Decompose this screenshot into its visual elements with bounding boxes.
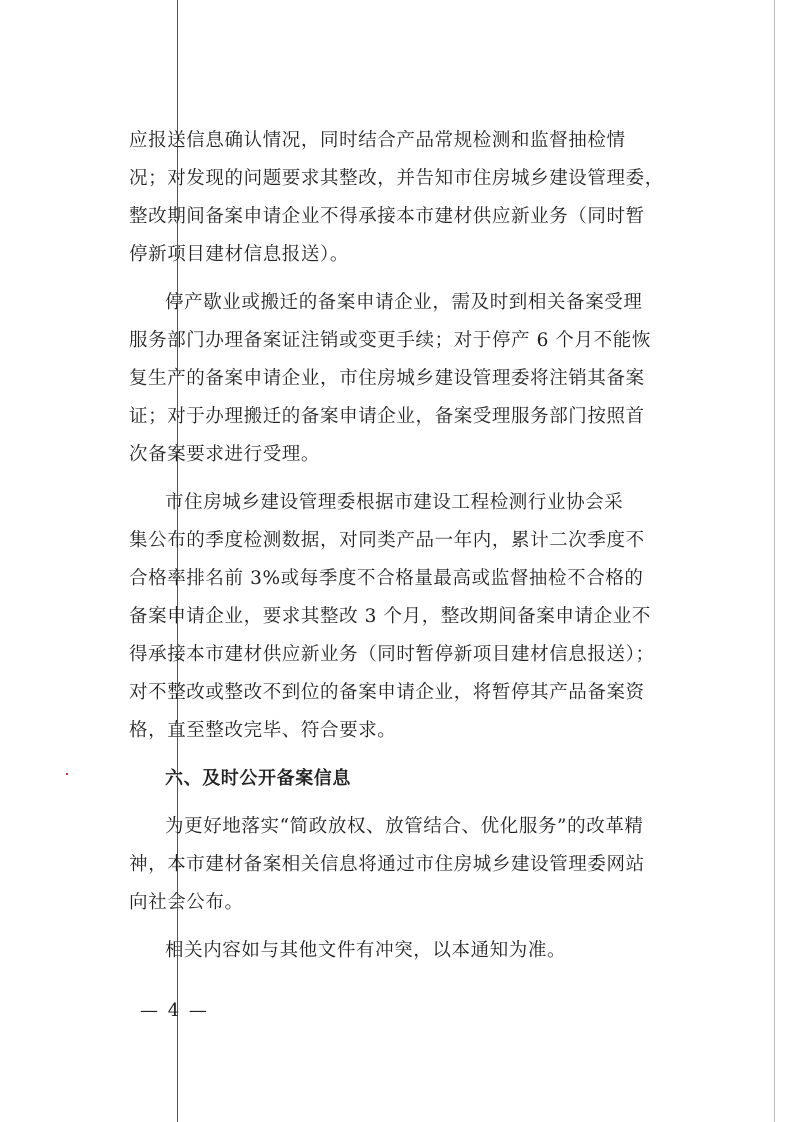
text-line: 停产歇业或搬迁的备案申请企业，需及时到相关备案受理 xyxy=(165,292,643,313)
text-line: 复生产的备案申请企业，市住房城乡建设管理委将注销其备案 xyxy=(129,368,645,389)
scan-edge-line xyxy=(774,0,775,1122)
paragraph-2 xyxy=(129,284,669,474)
scan-speck xyxy=(66,773,68,775)
text-line: 格，直至整改完毕、符合要求。 xyxy=(129,720,397,741)
text-line: 服务部门办理备案证注销或变更手续；对于停产 6 个月不能恢 xyxy=(129,330,651,351)
text-line: 集公布的季度检测数据，对同类产品一年内，累计二次季度不 xyxy=(129,530,645,551)
paragraph-5 xyxy=(129,932,669,970)
text-line: 向社会公布。 xyxy=(129,892,244,913)
text-line: 相关内容如与其他文件有冲突，以本通知为准。 xyxy=(165,940,567,961)
text-line: 证；对于办理搬迁的备案申请企业，备案受理服务部门按照首 xyxy=(129,406,645,427)
text-line: 得承接本市建材供应新业务（同时暂停新项目建材信息报送）； xyxy=(129,644,655,665)
section-heading: 六、及时公开备案信息 xyxy=(165,768,351,789)
text-line: 神，本市建材备案相关信息将通过市住房城乡建设管理委网站 xyxy=(129,854,645,875)
text-line: 市住房城乡建设管理委根据市建设工程检测行业协会采 xyxy=(165,492,624,513)
text-line: 况；对发现的问题要求其整改，并告知市住房城乡建设管理委， xyxy=(129,168,664,189)
text-line: 整改期间备案申请企业不得承接本市建材供应新业务（同时暂 xyxy=(129,206,645,227)
text-line: 对不整改或整改不到位的备案申请企业，将暂停其产品备案资 xyxy=(129,682,645,703)
paragraph-3 xyxy=(129,484,669,750)
text-line: 备案申请企业，要求其整改 3 个月，整改期间备案申请企业不 xyxy=(129,606,651,627)
document-body xyxy=(129,122,669,980)
page-number: — 4 — xyxy=(140,1000,209,1021)
text-line: 为更好地落实“简政放权、放管结合、优化服务”的改革精 xyxy=(165,816,644,837)
paragraph-4 xyxy=(129,808,669,922)
paragraph-1 xyxy=(129,122,669,274)
text-line: 停新项目建材信息报送）。 xyxy=(129,244,349,265)
text-line: 合格率排名前 3%或每季度不合格量最高或监督抽检不合格的 xyxy=(129,568,644,589)
text-line: 次备案要求进行受理。 xyxy=(129,444,321,465)
text-line: 应报送信息确认情况，同时结合产品常规检测和监督抽检情 xyxy=(129,130,626,151)
section-heading-block xyxy=(129,760,669,798)
